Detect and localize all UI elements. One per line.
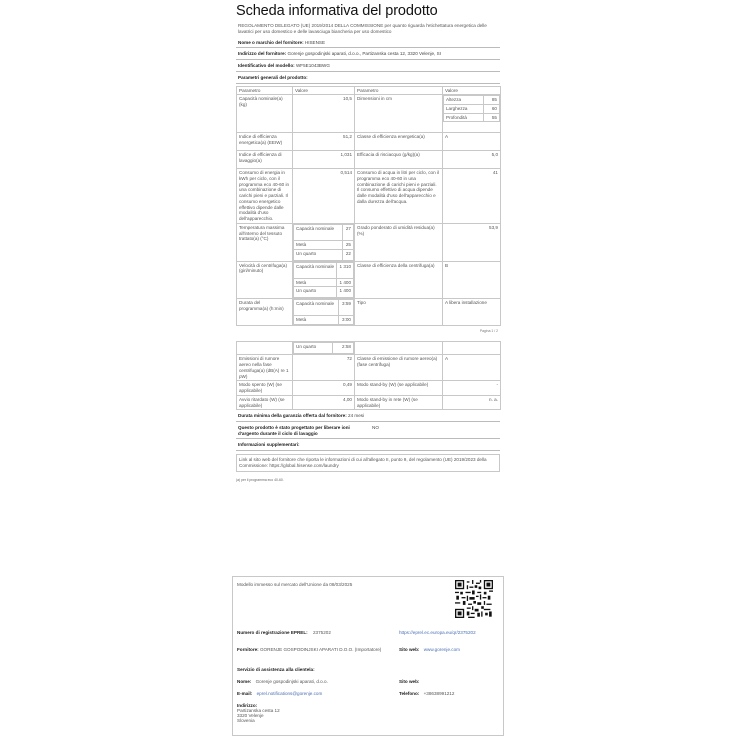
field-label: Informazioni supplementari: [238,442,300,448]
sub-value: 1 400 [337,278,354,287]
silver-ions-field [236,422,500,439]
field-label: Telefono: [399,691,420,696]
parameter-cell: Indice di efficienza energetica(a) (EEIW) [237,133,293,151]
value-cell: B [443,261,501,299]
field-label: Nome o marchio del fornitore: [238,39,304,45]
sub-label: Metà [294,240,343,249]
value-cell: 10,5 [293,95,355,133]
sub-value: 3:00 [339,316,354,325]
field-value: HISENSE [304,39,326,45]
table-header: Parametro [355,86,443,95]
footnote: (a) per il programma eco 40-60. [236,477,284,482]
sub-row [294,262,354,278]
field-label: Sito web: [399,647,420,652]
value-cell: A [443,133,501,151]
service-name [237,679,328,684]
field-label: Nome: [237,679,252,684]
field-value: Gorenje gospodinjski aparati, d.o.o., Partizanska cesta 12, 3320 Velenje, SI [287,51,441,57]
model-identifier-field [236,60,500,72]
sub-label: Larghezza [444,105,484,114]
parameter-cell: Durata del programma(a) (h:min) [237,299,293,326]
address-line: 3320 Velenje [237,713,264,718]
table-header: Valore [443,86,501,95]
temperature-subtable [293,224,354,261]
sub-row [444,96,500,105]
sub-row [294,249,354,260]
table-row [237,342,501,355]
sub-row [444,105,500,114]
service-phone [399,691,454,696]
field-value: Gorenje gospodinjski aparati, d.o.o. [255,679,328,684]
sub-value: 3:59 [339,300,354,316]
field-value: +38638991212 [423,691,455,696]
sub-values-cell [293,342,355,355]
field-value: 24 mesi [348,413,365,419]
sub-value: 85 [484,96,500,105]
field-label: Fornitore: [237,647,259,652]
field-value: GORENJE GOSPODINJSKI APARATI D.O.O. (Importatore) [259,647,382,652]
customer-service-heading [237,667,315,672]
sub-value: 55 [484,113,500,122]
value-cell: n. a. [443,395,501,409]
value-cell: 41 [443,169,501,224]
sub-row [294,287,354,298]
parameters-table-continued [236,341,501,410]
table-header: Parametro [237,86,293,95]
field-label: Parametri generali del prodotto: [238,74,308,80]
sub-value: 27 [342,224,353,240]
sub-label: Metà [294,316,339,325]
duration-subtable-continued [293,342,354,354]
field-value: 2375202 [313,630,331,635]
table-row [237,169,501,224]
parameter-cell: Grado ponderato di umidità residua(a) (%) [355,223,443,261]
additional-info-field [236,439,500,451]
value-cell: A libera installazione [443,299,501,326]
sub-label: Capacità nominale [294,224,343,240]
sub-row [444,113,500,122]
service-address [237,703,280,723]
table-row [237,95,501,133]
value-cell: 5,0 [443,151,501,169]
parameter-cell: Emissioni di rumore aereo nella fase centrifuga(a) (dB(A) re 1 pW) [237,355,293,381]
sub-label: Metà [294,278,337,287]
parameter-cell: Avvio ritardato (W) (se applicabile) [237,395,293,409]
table-header-row [237,86,501,95]
value-cell: 0,49 [293,381,355,395]
value-cell: 1,031 [293,151,355,169]
sub-row [294,240,354,249]
address-line: Partizanska cesta 12 [237,708,280,713]
sub-values-cell [293,299,355,326]
sub-label: Capacità nominale [294,300,339,316]
sub-value: 1 310 [337,262,354,278]
parameter-cell: Dimensioni in cm [355,95,443,133]
table-row [237,299,501,326]
spin-speed-subtable [293,262,354,299]
sub-row [294,278,354,287]
sub-label: Un quarto [294,343,333,354]
service-email [237,691,322,696]
eprel-registration [237,630,331,635]
field-label: Indirizzo del fornitore: [238,51,287,57]
sub-values-cell [293,261,355,299]
sub-value: 25 [342,240,353,249]
email-link[interactable]: eprel.notifications@gorenje.com [256,691,323,696]
sub-row [294,316,354,325]
service-website [399,679,419,684]
field-label: Durata minima della garanzia offerta dal fornitore: [238,413,347,419]
parameter-cell: Efficacia di risciacquo (g/kg)(a) [355,151,443,169]
parameter-cell: Consumo di energia in kWh per ciclo, con il programma eco 40-60 in una combinazione di carichi pieni e parziali. Il consumo energetico effettivo dipende dalle modalità d'uso dell'apparecchio. [237,169,293,224]
parameter-cell: Capacità nominale(a) (kg) [237,95,293,133]
duration-subtable [293,299,354,325]
dimensions-subtable [443,95,500,122]
sub-value: 1 400 [337,287,354,298]
field-value: NO [372,425,379,430]
table-row [237,395,501,409]
page-number: Pagina 1 / 2 [479,329,498,334]
value-cell [443,342,501,355]
parameter-cell: Indice di efficienza di lavaggio(a) [237,151,293,169]
supplier-website-info: Link al sito web del fornitore che riporta le informazioni di cui all'allegato II, punto 9, del regolamento (UE) 2019/2023 della Commissione: https://global.hisense.com/laundry [236,454,500,471]
eprel-information-box [232,576,504,736]
value-cell: A [443,355,501,381]
table-row [237,223,501,261]
address-line: Slovenia [237,718,255,723]
parameter-cell [355,342,443,355]
value-cell: 51,2 [293,133,355,151]
sub-label: Altezza [444,96,484,105]
website-link[interactable]: www.gorenje.com [423,647,460,652]
sub-value: 22 [342,249,353,260]
parameter-cell [237,342,293,355]
sub-row [294,343,354,354]
parameter-cell: Tipo [355,299,443,326]
sub-label: Un quarto [294,287,337,298]
qr-code-icon[interactable] [455,580,493,618]
value-cell: 53,9 [443,223,501,261]
value-cell: 0,514 [293,169,355,224]
sub-label: Profondità [444,113,484,122]
regulation-text: REGOLAMENTO DELEGATO (UE) 2019/2014 DELLA COMMISSIONE per quanto riguarda l'etichettatura energetica delle lavatrici per uso domestico e delle lavasciuga biancheria per uso domestico [238,23,487,34]
field-label: Indirizzo: [237,703,258,708]
parameter-cell: Consumo di acqua in litri per ciclo, con il programma eco 40-60 in una combinazione di carichi pieni e parziali. Il consumo effettivo di acqua dipende dalle modalità d'uso dell'apparecchio e dalla durezza dell'acqua. [355,169,443,224]
dimensions-cell [443,95,501,133]
table-row [237,355,501,381]
parameter-cell: Velocità di centrifuga(a) (giri/minuto) [237,261,293,299]
sub-label: Un quarto [294,249,343,260]
page-title: Scheda informativa del prodotto [236,3,438,19]
field-label: Sito web: [399,679,420,684]
field-label: Identificativo del modello: [238,63,295,69]
table-row [237,133,501,151]
parameter-cell: Modo spento (W) (se applicabile) [237,381,293,395]
table-row [237,151,501,169]
table-header: Valore [293,86,355,95]
parameter-cell: Classe di emissione di rumore aereo(a) (fase centrifuga) [355,355,443,381]
supplier-info [237,647,395,652]
table-row [237,261,501,299]
parameter-cell: Modo stand-by (W) (se applicabile) [355,381,443,395]
warranty-field [236,410,500,422]
field-value: WF5E1043BWG [295,63,330,69]
market-date-text: Modello immesso sul mercato dell'Unione da 08/03/2025 [237,582,353,587]
parameter-cell: Classe di efficienza energetica(a) [355,133,443,151]
field-label: E-mail: [237,691,253,696]
sub-label: Capacità nominale [294,262,337,278]
parameter-cell: Temperatura massima all'interno del tessuto trattato(a) (°C) [237,223,293,261]
sub-value: 60 [484,105,500,114]
general-parameters-heading [236,72,500,84]
sub-row [294,224,354,240]
supplier-address-field [236,48,500,60]
field-label: Numero di registrazione EPREL: [237,630,308,635]
value-cell: 72 [293,355,355,381]
table-row [237,381,501,395]
value-cell: 4,00 [293,395,355,409]
field-label: Questo prodotto è stato progettato per liberare ioni d'argento durante il ciclo di lavaggio [238,425,350,436]
eprel-link[interactable]: https://eprel.ec.europa.eu/qr/2375202 [399,630,476,635]
parameter-cell: Classe di efficienza della centrifuga(a) [355,261,443,299]
sub-row [294,300,354,316]
parameters-table [236,86,501,327]
value-cell: - [443,381,501,395]
parameter-cell: Modo stand-by in rete (W) (se applicabile) [355,395,443,409]
supplier-website [399,647,460,652]
sub-values-cell [293,223,355,261]
field-label: Servizio di assistenza alla clientela: [237,667,315,672]
sub-value: 2:58 [332,343,353,354]
supplier-name-field [236,37,500,49]
